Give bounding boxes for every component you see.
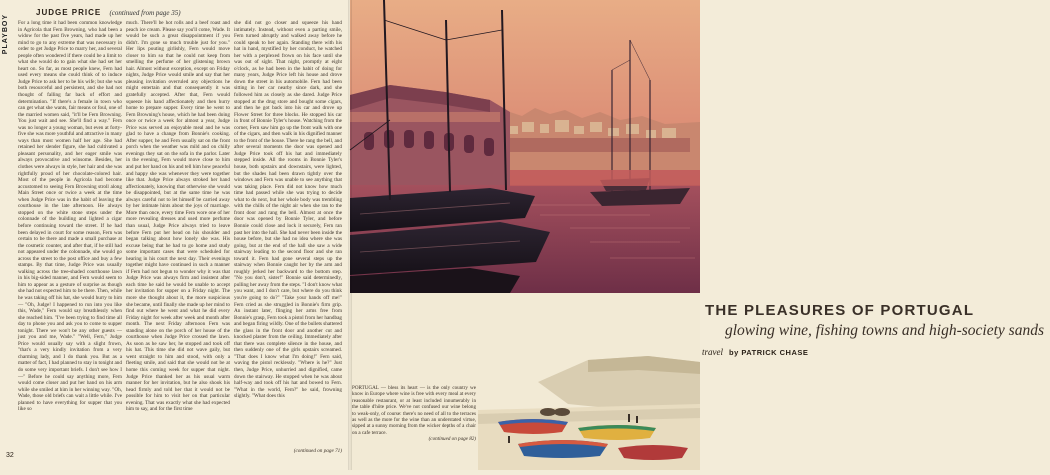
article-title: THE PLEASURES OF PORTUGAL [705,302,975,319]
column-text: much. There'll be hot rolls and a beef roast and peach ice cream. Please say you'll come, Wade. It would be such a great disappointment if you didn't. I'm gone so much trouble just for you." Her lips pouting girlishly, Fern would move closer to him so that he could not keep from smelling the perfume of her glistening brown hair. Almost without exception, except on Friday nights, Judge Price would smile and say that her pleasing invitation overruled any objections he might entertain and that consequently it was gratefully accepted. After that, Fern would squeeze his hand affectionately and then hurry home to prepare supper. Every time he went to Fern Browning's house, which he had been doing once or twice a week for almost a year, Judge Price was served an enjoyable meal and he was glad to have a change from Bonnie's cooking. After supper, he and Fern usually sat on the front porch when the weather was mild and on chilly evenings they sat on the sofa in the parlor. Later in the evening, Fern would move close to him and put her hand on his and tell him how peaceful and happy she was whenever they were together like that. Judge Price always stroked her hand affectionately, knowing that otherwise she would be disappointed, but at the same time he was always careful not to let himself be carried away by her intimate hints about the joys of marriage. More than once, every time Fern wore one of her more revealing dresses and used more perfume than usual, Judge Price always tried to leave before Fern put her head on his shoulder and began talking about how lonely she was. His excuse being that he had to go home and study some important cases that were scheduled for hearing in his court the next day. Their evenings together might have continued in such a manner if Fern had not begun to wonder why it was that Judge Price was always firm and insistent after each time he said he would be unable to accept her invitation for supper on a Friday night. The more she thought about it, the more suspicious she became, until finally she made up her mind to find out where he went and what he did every Friday night for week after week and month after month. The next Friday afternoon Fern was standing alone on the porch of her house of the courthouse when Judge Price crossed the lawn. As soon as he saw her, he stopped and took off his hat. This time she did not wave gaily, but went straight to him and stood, with only a fleeting smile, and said that she would not be at home this coming week for supper that night. Judge Price thanked her as his usual warm manner for her invitation, but he also shook his head firmly and told her that it would not be possible for him to visit her on that particular evening. That was exactly what she had expected him to say, and for the first time [126,20,230,413]
story-title: JUDGE PRICE [36,8,102,17]
harbor-photo [350,0,700,293]
page-number: 32 [6,452,14,459]
text-column-1 [18,20,122,452]
running-head [36,8,181,17]
continued-note-box [234,446,342,454]
text-column-3 [234,20,342,452]
byline-category: travel [702,347,723,357]
beach-boats-sketch [478,352,700,470]
article-subtitle: glowing wine, fishing towns and high-society sands [724,322,1044,339]
article-intro [352,385,476,469]
byline [702,347,808,357]
column-text: she did not go closer and squeeze his hand intimately. Instead, without even a parting smile, Fern turned abruptly and walked away before he could speak to her again. Standing there with his hat in hand, mystified by her conduct, he watched her with a perplexed frown on his face until she was out of sight. That night, promptly at eight o'clock, as he had been in the habit of doing for many years, Judge Price left his house and drove down the street in his automobile. Fern had been sitting in her car nearby since dark, and she followed him as closely as she dared. Judge Price stopped at the drug store and bought some cigars, and then he got back into his car and drove up Flower Street for three blocks. He stopped his car in front of Bonnie Tyler's house. Watching from the corner, Fern saw him go up the front walk with one of the cigars, and then walk in his dignified manner to the front of the house. There he rang the bell, and after several moments the door was opened and Judge Price took off his hat and immediately stepped inside. All the rooms in Bonnie Tyler's house, both upstairs and downstairs, were lighted, but the shades had been drawn tightly over the windows and Fern was unable to see anything that was taking place. Fern did not know how much time had passed while she was trying to decide what to do next, but her whole body was trembling with the chills of the night air when she ran to the front door and rang the bell. Almost at once the door was opened by Bonnie Tyler, and before Bonnie could close and lock it securely, Fern ran past her into the hall. She had never been inside the house before, but she had no idea where she was going, but at the end of the hall she saw a wide stairway leading to the second floor and she ran toward it. Fern had gone several steps up the stairway when Bonnie caught her by the arm and roughly jerked her backward to the bottom step. "No you don't, sister!" Bonnie said determinedly, pulling her away from the steps. "I don't know what you want, and I don't care, but where do you think you're going to do?" "Take your hands off me!" Fern cried as she struggled in Bonnie's firm grip. An instant later, flinging her arms free from Bonnie's grasp, Fern took a pistol from her handbag and began firing wildly. One of the bullets shattered the glass in the front door and another cut and knocked plaster from the ceiling. Immediately after that there was complete silence in the house, and then suddenly one of the girls upstairs screamed. "That does I know what I'm doing!" Fern said, waving the pistol recklessly. "Where is he?" Just then, Judge Price, unhurried and dignified, came down the stairway. He stopped when he was about half-way and took off his hat and bowed to Fern. "What in the world, Fern?" he said, frowning slightly. "What does this [234,20,342,400]
beach-boats-illustration [478,352,700,470]
continued-from-note: (continued from page 35) [109,9,181,17]
intro-continued-note: (continued on page 82) [428,436,476,443]
byline-author: by PATRICK CHASE [729,348,809,357]
page-gutter [348,0,352,470]
intro-text: PORTUGAL — bless its heart — is the only country we know in Europe where wine is free with every meal at every reasonable restaurant, or at least included innumerably in the table d'hôte price. We've not confused our wine belong to weak-only, of course: there's no need of all to the terraces as well as the more for the wine than an understated virtue, sipped at a sunny morning from the wicker depths of a chair on a cafe terrace. [352,385,476,436]
text-column-2 [126,20,230,452]
column-text: For a long time it had been common knowledge in Agricola that Fern Browning, who had been a widow for the past five years, had made up her mind to go to any extreme that was necessary in order to get Judge Price to marry her, and several people often wondered if there could be a limit to what she would do to gain what she had set her heart on. So far, as most people knew, Fern had used every means she could think of to induce Judge Price to ask her to be his wife; but she was both resourceful and persistent, and she had not thought of falling far back of effort and determination. "If there's a female in town who can get what she wants, fair means or foul, one of the married women said, "it'll be Fern Browning. You just wait and see. She'll find a way." Fern was no longer a young woman, but even at forty-five she was more youthful and attractive in many ways than most women half her age. She had retained her slender figure, she had cultivated a pleasant personality, and her eager smile was always provocative and winsome. Besides, her clothes were always in style, her hair and she was rightfully proud of her chocolate-colored hair. Most of the people in Agricola had become accustomed to seeing Fern Browning stroll along Main Street once or twice a week at the time when Judge Price was in the habit of leaving the courthouse in the late afternoon. He always stopped on the white stone steps under the colonnade of the building and lighted a cigar before continuing toward the street. If he had been delayed in court for some reason, Fern was certain to be there and made a small purchase at the cosmetic counter, and after that, if he still had not appeared under the colonnade, she would go across the street to the post office and buy a few stamps. By that time, Judge Price was usually walking across the tree-shaded courthouse lawn in his big-sided manner, and Fern would seem to him to appear as a gesture of surprise as though she had not expected him to be there. Then, while he was taking off his hat, she would hurry to him — "Oh, Judge! I happened to run into you like this, Wade," Fern would say breathlessly when she reached him. "I've been trying to find time all day to phone you and ask you to come to supper tonight. There we won't be any other guests — just you and me, Wade." "Well, Fern," Judge Price would usually say with a slight frown, "that's a very kindly invitation from a very charming lady, and I do thank you. But as a matter of fact, I had planned to stay in tonight and do some very important briefs. I don't see how I —" Before he could say anything more, Fern would come closer and put her hand on his arm while she smiled at him in her winning way. "Oh, Wade, those old briefs can wait a little while. I've planned to have everything for supper that you like so [18,20,123,413]
left-page [0,0,350,470]
magazine-name: PLAYBOY [2,14,9,55]
continued-on-note: (continued on page 71) [293,448,342,454]
harbor-photo-illustration [350,0,700,293]
